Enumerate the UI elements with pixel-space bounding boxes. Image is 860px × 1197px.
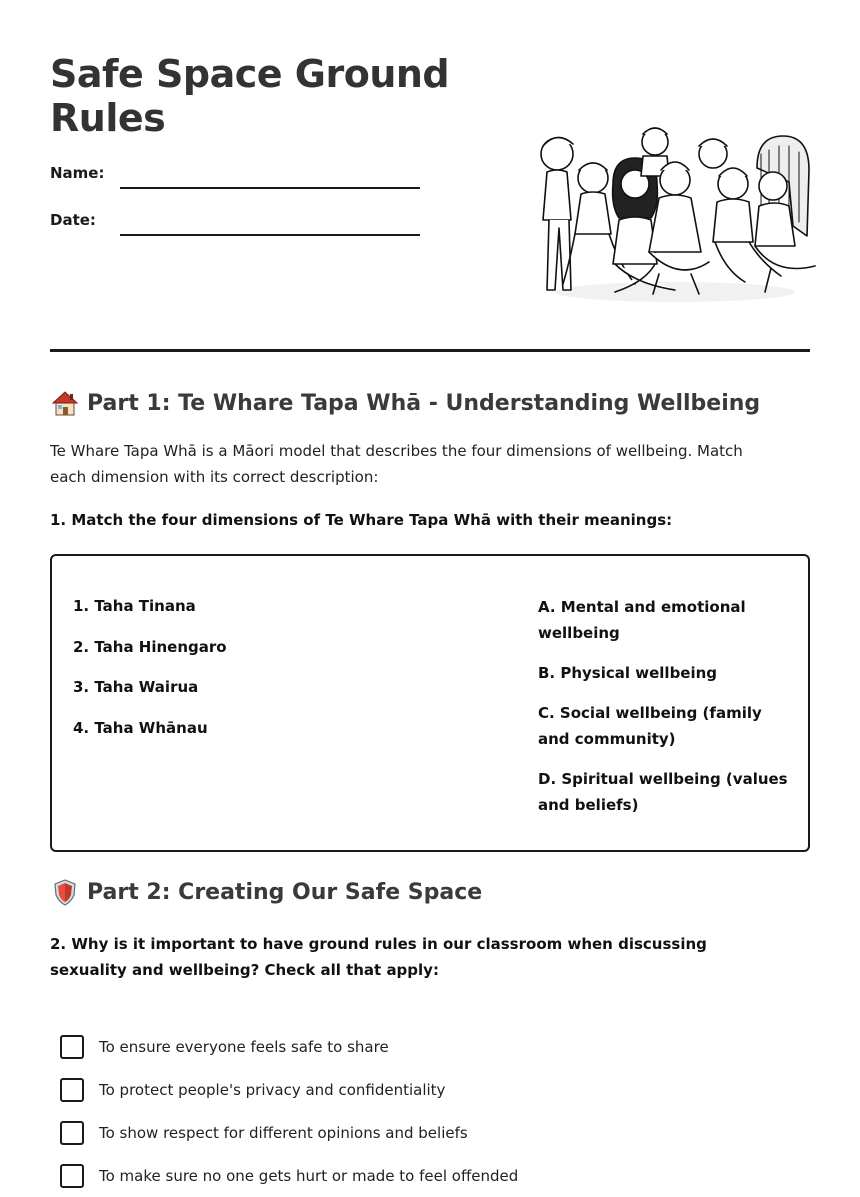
meaning-item: A. Mental and emotional wellbeing — [538, 598, 746, 642]
part2-heading-text: Part 2: Creating Our Safe Space — [87, 879, 483, 905]
part1-heading — [50, 388, 760, 418]
question-1: 1. Match the four dimensions of Te Whare Tapa Whā with their meanings: — [50, 511, 673, 529]
dimension-item: 2. Taha Hinengaro — [73, 637, 227, 656]
checklist-label: To make sure no one gets hurt or made to feel offended — [99, 1166, 519, 1185]
checkbox[interactable] — [60, 1035, 84, 1059]
name-line[interactable] — [120, 187, 420, 189]
question-2: 2. Why is it important to have ground rules in our classroom when discussing sexuality and wellbeing? Check all that apply: — [50, 935, 707, 979]
checklist-label: To protect people's privacy and confidentiality — [99, 1080, 446, 1099]
date-line[interactable] — [120, 234, 420, 236]
checkbox[interactable] — [60, 1078, 84, 1102]
checklist-label: To show respect for different opinions and beliefs — [99, 1123, 468, 1142]
dimension-item: 3. Taha Wairua — [73, 678, 199, 696]
name-field[interactable] — [50, 164, 420, 188]
worksheet-page — [50, 0, 810, 1185]
part1-heading-text: Part 1: Te Whare Tapa Whā - Understanding Wellbeing — [87, 390, 761, 416]
checklist-item[interactable] — [60, 1025, 518, 1068]
shield-icon — [50, 877, 80, 907]
checklist-item[interactable] — [60, 1068, 518, 1111]
meaning-item: D. Spiritual wellbeing (values and beliefs) — [538, 770, 788, 814]
dimension-item: 4. Taha Whānau — [73, 718, 208, 737]
house-icon — [50, 388, 80, 418]
meanings-list — [538, 594, 788, 832]
part2-heading — [50, 877, 482, 907]
worksheet-header — [50, 0, 810, 352]
date-field[interactable] — [50, 211, 420, 235]
dimension-item: 1. Taha Tinana — [73, 597, 196, 615]
date-label: Date: — [50, 211, 96, 229]
name-label: Name: — [50, 164, 105, 182]
meaning-item: B. Physical wellbeing — [538, 664, 718, 682]
dimensions-list — [73, 594, 227, 756]
page-title: Safe Space Ground Rules — [50, 52, 450, 140]
checkbox[interactable] — [60, 1164, 84, 1188]
matching-box — [50, 554, 810, 852]
meaning-item: C. Social wellbeing (family and community) — [538, 704, 762, 748]
part1-intro: Te Whare Tapa Whā is a Māori model that describes the four dimensions of wellbeing. Match each dimension with its correct description: — [50, 442, 743, 486]
checklist-item[interactable] — [60, 1111, 518, 1154]
checklist-label: To ensure everyone feels safe to share — [99, 1037, 389, 1056]
checklist — [60, 1025, 518, 1197]
checklist-item[interactable] — [60, 1154, 518, 1197]
children-group-illustration — [535, 124, 810, 306]
checkbox[interactable] — [60, 1121, 84, 1145]
